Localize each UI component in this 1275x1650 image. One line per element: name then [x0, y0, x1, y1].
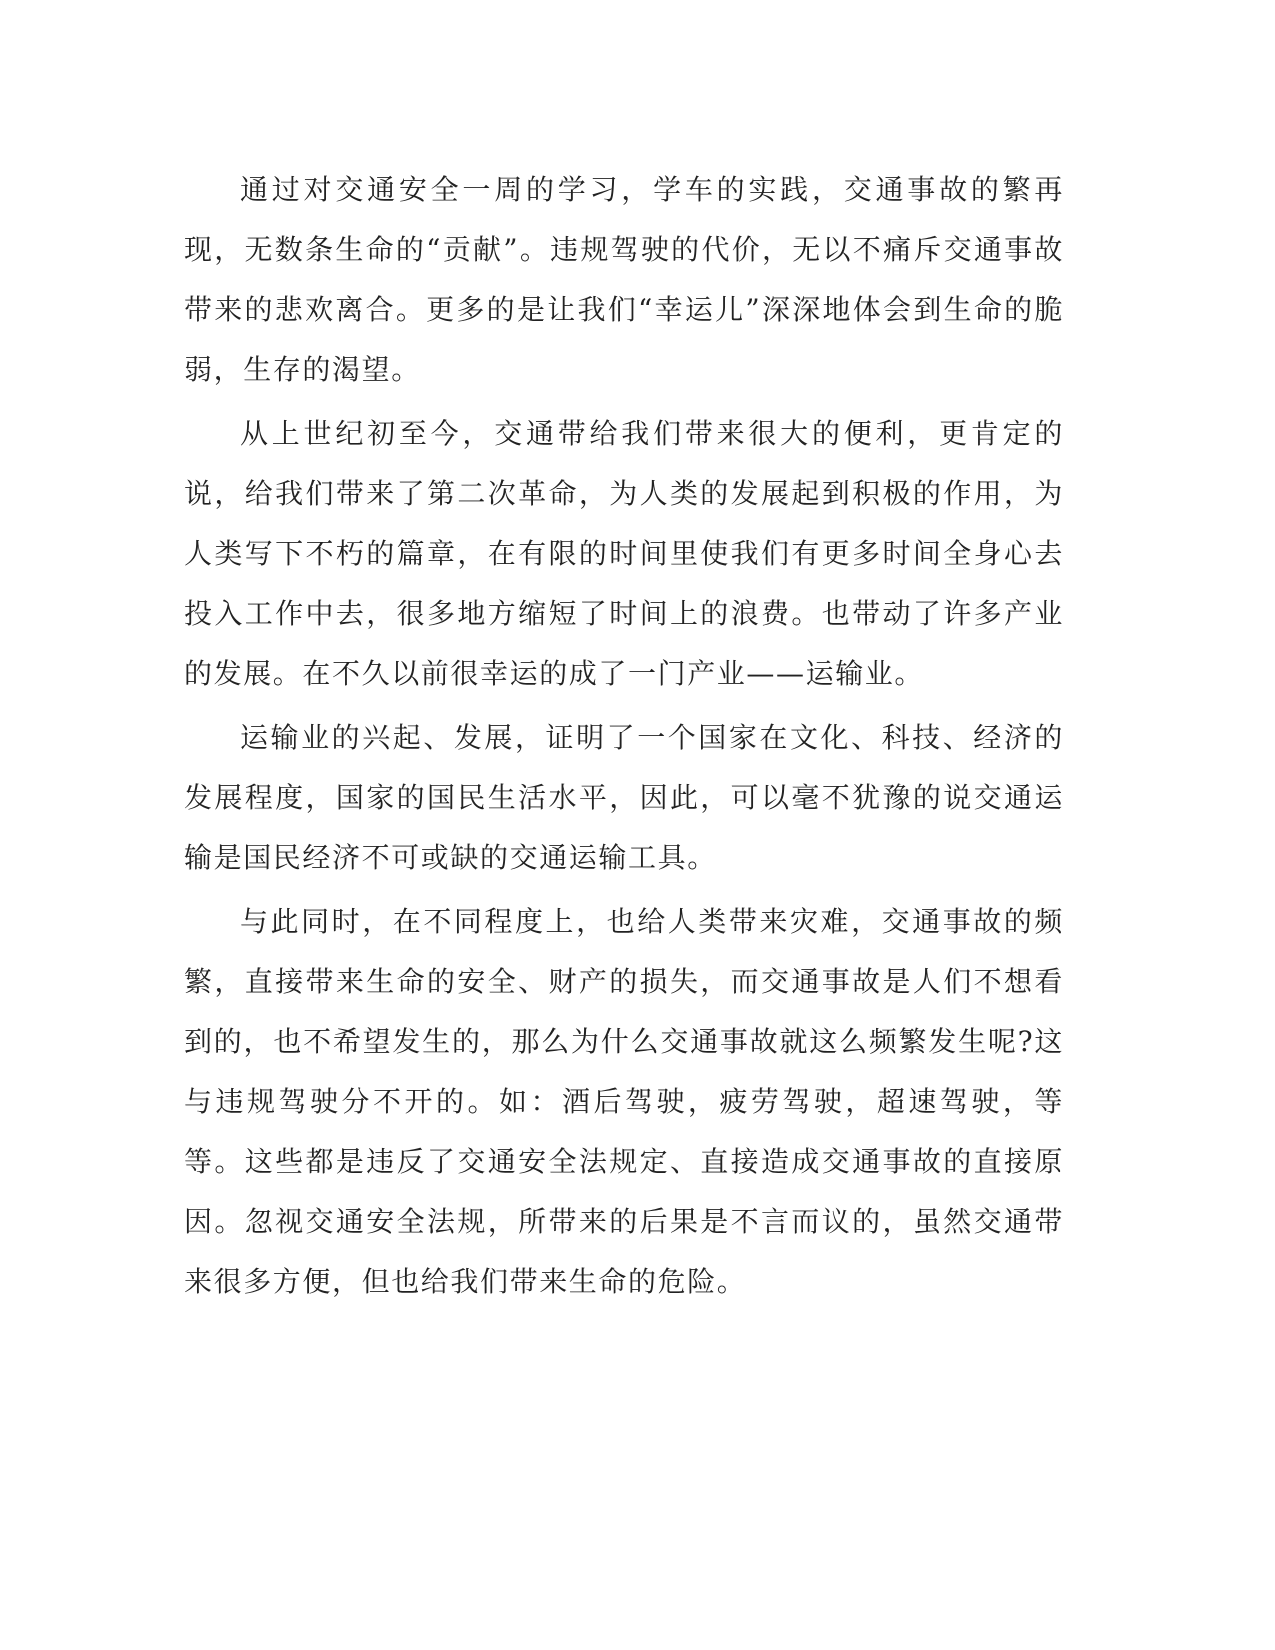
document-body [184, 160, 1064, 1316]
paragraph-2: 从上世纪初至今，交通带给我们带来很大的便利，更肯定的说，给我们带来了第二次革命，为人类的发展起到积极的作用，为人类写下不朽的篇章，在有限的时间里使我们有更多时间全身心去投入工作中去，很多地方缩短了时间上的浪费。也带动了许多产业的发展。在不久以前很幸运的成了一门产业——运输业。 [184, 417, 1064, 690]
paragraph-3: 运输业的兴起、发展，证明了一个国家在文化、科技、经济的发展程度，国家的国民生活水平，因此，可以毫不犹豫的说交通运输是国民经济不可或缺的交通运输工具。 [184, 721, 1064, 874]
paragraph-1: 通过对交通安全一周的学习，学车的实践，交通事故的繁再现，无数条生命的“贡献”。违规驾驶的代价，无以不痛斥交通事故带来的悲欢离合。更多的是让我们“幸运儿”深深地体会到生命的脆弱，生存的渴望。 [184, 173, 1064, 386]
paragraph-4: 与此同时，在不同程度上，也给人类带来灾难，交通事故的频繁，直接带来生命的安全、财产的损失，而交通事故是人们不想看到的，也不希望发生的，那么为什么交通事故就这么频繁发生呢?这与违规驾驶分不开的。如：酒后驾驶，疲劳驾驶，超速驾驶，等等。这些都是违反了交通安全法规定、直接造成交通事故的直接原因。忽视交通安全法规，所带来的后果是不言而议的，虽然交通带来很多方便，但也给我们带来生命的危险。 [184, 905, 1064, 1298]
